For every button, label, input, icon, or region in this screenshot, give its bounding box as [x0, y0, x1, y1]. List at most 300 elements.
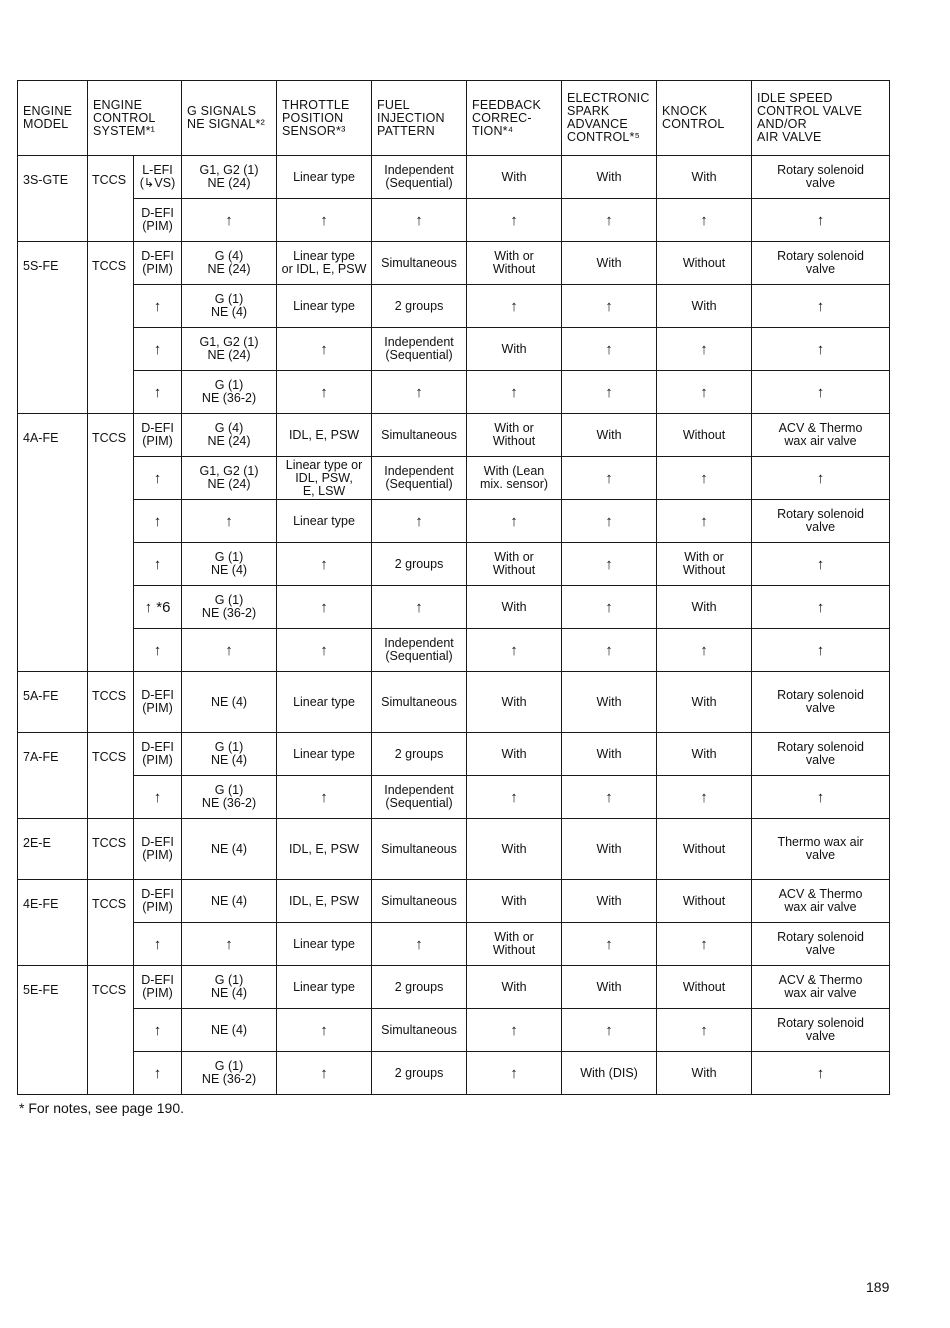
spark-advance-cell	[562, 733, 657, 776]
knock-control-cell	[657, 672, 752, 733]
feedback-correction-value: With or Without	[492, 249, 536, 276]
knock-control-cell	[657, 199, 752, 242]
g-ne-signal-value: G1, G2 (1) NE (24)	[199, 464, 259, 491]
idle-speed-valve-value: ↑	[816, 598, 825, 616]
feedback-correction-cell	[467, 543, 562, 586]
injection-pattern-cell	[372, 285, 467, 328]
g-ne-signal-cell	[182, 457, 277, 500]
injection-pattern-value: ↑	[415, 383, 423, 401]
feedback-correction-value: With or Without	[492, 550, 536, 577]
injection-pattern-value: 2 groups	[394, 979, 444, 994]
idle-speed-valve-value: ↑	[816, 211, 825, 229]
spark-advance-value: ↑	[605, 555, 613, 573]
knock-control-cell	[657, 733, 752, 776]
feedback-correction-cell	[467, 328, 562, 371]
throttle-sensor-cell	[277, 586, 372, 629]
injection-pattern-cell	[372, 923, 467, 966]
spark-advance-value: ↑	[605, 469, 613, 487]
efi-type-value: L-EFI (↳VS)	[139, 163, 176, 190]
feedback-correction-value: With (Lean mix. sensor)	[479, 464, 549, 491]
knock-control-cell	[657, 457, 752, 500]
spark-advance-value: With	[596, 746, 622, 761]
header-row	[18, 81, 890, 156]
idle-speed-valve-cell	[752, 966, 890, 1009]
idle-speed-valve-cell	[752, 672, 890, 733]
g-ne-signal-cell	[182, 414, 277, 457]
injection-pattern-value: Independent (Sequential)	[384, 783, 454, 810]
knock-control-value: ↑	[700, 641, 708, 659]
throttle-sensor-value: Linear type or IDL, E, PSW	[281, 249, 367, 276]
efi-type-value: ↑	[153, 555, 162, 573]
header-knock-control: KNOCK CONTROL	[657, 81, 752, 156]
injection-pattern-cell	[372, 156, 467, 199]
idle-speed-valve-value: ↑	[816, 383, 825, 401]
knock-control-value: ↑	[700, 935, 708, 953]
injection-pattern-cell	[372, 819, 467, 880]
g-ne-signal-value: G (1) NE (4)	[210, 292, 248, 319]
feedback-correction-value: ↑	[510, 1021, 518, 1039]
feedback-correction-cell	[467, 733, 562, 776]
feedback-correction-cell	[467, 285, 562, 328]
throttle-sensor-cell	[277, 500, 372, 543]
spark-advance-cell	[562, 242, 657, 285]
spark-advance-cell	[562, 966, 657, 1009]
table-row	[18, 371, 890, 414]
injection-pattern-value: Simultaneous	[381, 1022, 457, 1037]
feedback-correction-cell	[467, 156, 562, 199]
throttle-sensor-value: ↑	[320, 598, 328, 616]
g-ne-signal-value: G1, G2 (1) NE (24)	[199, 163, 259, 190]
efi-type-value: ↑	[153, 340, 162, 358]
feedback-correction-value: With	[501, 979, 527, 994]
spark-advance-value: ↑	[605, 383, 613, 401]
injection-pattern-value: Independent (Sequential)	[384, 636, 454, 663]
g-ne-signal-value: G (1) NE (36-2)	[201, 593, 257, 620]
efi-type-value: D-EFI (PIM)	[141, 249, 174, 276]
efi-type-cell	[134, 328, 182, 371]
injection-pattern-cell	[372, 414, 467, 457]
efi-type-cell	[134, 1052, 182, 1095]
knock-control-value: With or Without	[682, 550, 726, 577]
g-ne-signal-value: G (1) NE (36-2)	[201, 783, 257, 810]
control-system-cell: TCCS	[88, 672, 134, 733]
control-system-cell: TCCS	[88, 880, 134, 966]
g-ne-signal-value: NE (4)	[210, 694, 248, 709]
table-row	[18, 414, 890, 457]
feedback-correction-value: With	[501, 893, 527, 908]
page-number: 189	[866, 1279, 890, 1295]
table-body	[18, 156, 890, 1095]
table-row	[18, 966, 890, 1009]
g-ne-signal-value: G (4) NE (24)	[207, 421, 251, 448]
table-row	[18, 1052, 890, 1095]
g-ne-signal-cell	[182, 672, 277, 733]
control-system-cell: TCCS	[88, 733, 134, 819]
throttle-sensor-cell	[277, 923, 372, 966]
efi-type-value: ↑	[153, 383, 162, 401]
injection-pattern-cell	[372, 500, 467, 543]
idle-speed-valve-value: ACV & Thermo wax air valve	[778, 421, 863, 448]
knock-control-value: With	[691, 746, 717, 761]
knock-control-value: ↑	[700, 788, 708, 806]
knock-control-cell	[657, 242, 752, 285]
engine-model-cell: 7A-FE	[18, 733, 88, 819]
g-ne-signal-value: G1, G2 (1) NE (24)	[199, 335, 259, 362]
feedback-correction-cell	[467, 242, 562, 285]
g-ne-signal-value: G (1) NE (4)	[210, 740, 248, 767]
feedback-correction-cell	[467, 199, 562, 242]
throttle-sensor-cell	[277, 328, 372, 371]
feedback-correction-cell	[467, 819, 562, 880]
feedback-correction-cell	[467, 457, 562, 500]
throttle-sensor-value: ↑	[320, 211, 328, 229]
table-row	[18, 733, 890, 776]
injection-pattern-cell	[372, 328, 467, 371]
efi-type-cell	[134, 199, 182, 242]
efi-type-value: ↑	[153, 1021, 162, 1039]
feedback-correction-value: ↑	[510, 211, 518, 229]
injection-pattern-value: Independent (Sequential)	[384, 163, 454, 190]
spark-advance-cell	[562, 586, 657, 629]
idle-speed-valve-cell	[752, 776, 890, 819]
knock-control-cell	[657, 586, 752, 629]
g-ne-signal-cell	[182, 923, 277, 966]
idle-speed-valve-cell	[752, 371, 890, 414]
control-system-cell: TCCS	[88, 242, 134, 414]
knock-control-value: ↑	[700, 469, 708, 487]
knock-control-value: Without	[682, 427, 726, 442]
idle-speed-valve-value: Rotary solenoid valve	[777, 1016, 864, 1043]
spark-advance-cell	[562, 1052, 657, 1095]
table-row	[18, 880, 890, 923]
knock-control-value: With	[691, 694, 717, 709]
knock-control-value: Without	[682, 979, 726, 994]
idle-speed-valve-value: ↑	[816, 1064, 825, 1082]
efi-type-value: ↑	[153, 297, 162, 315]
throttle-sensor-cell	[277, 285, 372, 328]
feedback-correction-value: ↑	[510, 297, 518, 315]
knock-control-cell	[657, 414, 752, 457]
feedback-correction-value: With	[501, 841, 527, 856]
feedback-correction-value: With or Without	[492, 930, 536, 957]
g-ne-signal-cell	[182, 1052, 277, 1095]
engine-model-cell: 5A-FE	[18, 672, 88, 733]
spark-advance-value: ↑	[605, 211, 613, 229]
injection-pattern-value: ↑	[415, 512, 423, 530]
efi-type-cell	[134, 966, 182, 1009]
g-ne-signal-cell	[182, 819, 277, 880]
idle-speed-valve-cell	[752, 242, 890, 285]
spark-advance-value: With	[596, 255, 622, 270]
idle-speed-valve-value: Thermo wax air valve	[777, 835, 864, 862]
feedback-correction-cell	[467, 371, 562, 414]
knock-control-value: ↑	[700, 211, 708, 229]
spark-advance-value: With	[596, 979, 622, 994]
efi-type-value: D-EFI (PIM)	[141, 421, 174, 448]
g-ne-signal-cell	[182, 543, 277, 586]
table-row	[18, 776, 890, 819]
spark-advance-cell	[562, 776, 657, 819]
efi-type-cell	[134, 414, 182, 457]
idle-speed-valve-cell	[752, 1052, 890, 1095]
knock-control-cell	[657, 371, 752, 414]
throttle-sensor-cell	[277, 629, 372, 672]
knock-control-cell	[657, 285, 752, 328]
table-row	[18, 586, 890, 629]
engine-model-cell: 5E-FE	[18, 966, 88, 1095]
injection-pattern-value: Simultaneous	[381, 427, 457, 442]
feedback-correction-value: ↑	[510, 788, 518, 806]
idle-speed-valve-value: ↑	[816, 788, 825, 806]
feedback-correction-value: With	[501, 746, 527, 761]
spark-advance-value: ↑	[605, 340, 613, 358]
feedback-correction-value: ↑	[510, 641, 518, 659]
knock-control-cell	[657, 543, 752, 586]
knock-control-value: With	[691, 298, 717, 313]
efi-type-cell	[134, 776, 182, 819]
g-ne-signal-cell	[182, 199, 277, 242]
efi-type-value: D-EFI (PIM)	[141, 740, 174, 767]
idle-speed-valve-cell	[752, 629, 890, 672]
injection-pattern-cell	[372, 457, 467, 500]
knock-control-cell	[657, 819, 752, 880]
table-row	[18, 923, 890, 966]
spark-advance-cell	[562, 923, 657, 966]
efi-type-cell	[134, 371, 182, 414]
throttle-sensor-value: ↑	[320, 788, 328, 806]
injection-pattern-cell	[372, 242, 467, 285]
spark-advance-cell	[562, 285, 657, 328]
efi-type-value: ↑	[153, 1064, 162, 1082]
g-ne-signal-value: ↑	[225, 935, 233, 953]
header-throttle-position-sensor: THROTTLE POSITION SENSOR*³	[277, 81, 372, 156]
idle-speed-valve-value: Rotary solenoid valve	[777, 930, 864, 957]
spark-advance-cell	[562, 199, 657, 242]
control-system-cell: TCCS	[88, 414, 134, 672]
idle-speed-valve-cell	[752, 457, 890, 500]
idle-speed-valve-value: ACV & Thermo wax air valve	[778, 887, 863, 914]
feedback-correction-cell	[467, 966, 562, 1009]
table-row	[18, 1009, 890, 1052]
idle-speed-valve-value: ↑	[816, 340, 825, 358]
g-ne-signal-value: G (1) NE (4)	[210, 550, 248, 577]
injection-pattern-cell	[372, 1009, 467, 1052]
efi-type-value: ↑	[153, 788, 162, 806]
engine-model-cell: 5S-FE	[18, 242, 88, 414]
header-engine-model: ENGINE MODEL	[18, 81, 88, 156]
spark-advance-cell	[562, 414, 657, 457]
spark-advance-value: ↑	[605, 641, 613, 659]
efi-type-cell	[134, 586, 182, 629]
throttle-sensor-value: IDL, E, PSW	[288, 427, 360, 442]
idle-speed-valve-cell	[752, 500, 890, 543]
footnote: * For notes, see page 190.	[19, 1100, 184, 1116]
idle-speed-valve-cell	[752, 543, 890, 586]
feedback-correction-cell	[467, 414, 562, 457]
injection-pattern-value: 2 groups	[394, 746, 444, 761]
throttle-sensor-cell	[277, 733, 372, 776]
efi-type-value: ↑	[153, 935, 162, 953]
idle-speed-valve-cell	[752, 880, 890, 923]
knock-control-value: With	[691, 169, 717, 184]
efi-type-cell	[134, 543, 182, 586]
throttle-sensor-cell	[277, 880, 372, 923]
spark-advance-value: ↑	[605, 512, 613, 530]
idle-speed-valve-value: Rotary solenoid valve	[777, 740, 864, 767]
g-ne-signal-cell	[182, 242, 277, 285]
table-row	[18, 543, 890, 586]
knock-control-value: ↑	[700, 383, 708, 401]
idle-speed-valve-cell	[752, 923, 890, 966]
header-idle-speed-control-valve: IDLE SPEED CONTROL VALVE AND/OR AIR VALVE	[752, 81, 890, 156]
knock-control-cell	[657, 923, 752, 966]
g-ne-signal-cell	[182, 966, 277, 1009]
g-ne-signal-cell	[182, 629, 277, 672]
throttle-sensor-value: Linear type	[293, 936, 355, 951]
injection-pattern-cell	[372, 733, 467, 776]
injection-pattern-cell	[372, 1052, 467, 1095]
injection-pattern-cell	[372, 543, 467, 586]
efi-type-value: D-EFI (PIM)	[141, 206, 174, 233]
header-feedback-correction: FEEDBACK CORREC- TION*⁴	[467, 81, 562, 156]
g-ne-signal-value: G (1) NE (36-2)	[201, 378, 257, 405]
feedback-correction-value: With	[501, 169, 527, 184]
injection-pattern-value: Independent (Sequential)	[384, 335, 454, 362]
g-ne-signal-value: ↑	[225, 641, 233, 659]
idle-speed-valve-value: ACV & Thermo wax air valve	[778, 973, 863, 1000]
engine-model-cell: 2E-E	[18, 819, 88, 880]
injection-pattern-cell	[372, 199, 467, 242]
efi-type-cell	[134, 733, 182, 776]
feedback-correction-cell	[467, 500, 562, 543]
spark-advance-cell	[562, 543, 657, 586]
feedback-correction-cell	[467, 1052, 562, 1095]
injection-pattern-value: 2 groups	[394, 1065, 444, 1080]
idle-speed-valve-cell	[752, 733, 890, 776]
efi-type-cell	[134, 672, 182, 733]
g-ne-signal-value: NE (4)	[210, 841, 248, 856]
efi-type-value: D-EFI (PIM)	[141, 688, 174, 715]
spark-advance-cell	[562, 457, 657, 500]
knock-control-cell	[657, 328, 752, 371]
efi-type-value: D-EFI (PIM)	[141, 835, 174, 862]
g-ne-signal-cell	[182, 371, 277, 414]
feedback-correction-cell	[467, 672, 562, 733]
idle-speed-valve-value: Rotary solenoid valve	[777, 249, 864, 276]
feedback-correction-value: ↑	[510, 512, 518, 530]
efi-type-cell	[134, 285, 182, 328]
knock-control-value: Without	[682, 255, 726, 270]
knock-control-value: ↑	[700, 1021, 708, 1039]
spark-advance-cell	[562, 371, 657, 414]
throttle-sensor-cell	[277, 1009, 372, 1052]
throttle-sensor-cell	[277, 819, 372, 880]
efi-type-cell	[134, 500, 182, 543]
spark-advance-cell	[562, 880, 657, 923]
g-ne-signal-cell	[182, 776, 277, 819]
injection-pattern-cell	[372, 586, 467, 629]
throttle-sensor-value: ↑	[320, 383, 328, 401]
injection-pattern-value: Simultaneous	[381, 694, 457, 709]
throttle-sensor-cell	[277, 672, 372, 733]
g-ne-signal-cell	[182, 880, 277, 923]
engine-model-cell: 4A-FE	[18, 414, 88, 672]
knock-control-cell	[657, 500, 752, 543]
knock-control-value: ↑	[700, 512, 708, 530]
injection-pattern-value: ↑	[415, 211, 423, 229]
efi-type-value: D-EFI (PIM)	[141, 973, 174, 1000]
throttle-sensor-value: Linear type	[293, 169, 355, 184]
g-ne-signal-value: NE (4)	[210, 1022, 248, 1037]
feedback-correction-cell	[467, 776, 562, 819]
throttle-sensor-cell	[277, 543, 372, 586]
injection-pattern-value: Simultaneous	[381, 841, 457, 856]
knock-control-cell	[657, 880, 752, 923]
throttle-sensor-cell	[277, 156, 372, 199]
engine-model-cell: 4E-FE	[18, 880, 88, 966]
idle-speed-valve-cell	[752, 1009, 890, 1052]
efi-type-cell	[134, 819, 182, 880]
throttle-sensor-value: ↑	[320, 340, 328, 358]
knock-control-cell	[657, 1009, 752, 1052]
throttle-sensor-cell	[277, 414, 372, 457]
feedback-correction-value: ↑	[510, 1064, 518, 1082]
injection-pattern-cell	[372, 776, 467, 819]
table-row	[18, 242, 890, 285]
throttle-sensor-cell	[277, 1052, 372, 1095]
throttle-sensor-value: Linear type	[293, 298, 355, 313]
spark-advance-cell	[562, 629, 657, 672]
spark-advance-value: With	[596, 427, 622, 442]
feedback-correction-cell	[467, 1009, 562, 1052]
table-row	[18, 328, 890, 371]
spark-advance-value: With	[596, 169, 622, 184]
knock-control-cell	[657, 629, 752, 672]
throttle-sensor-value: ↑	[320, 1021, 328, 1039]
g-ne-signal-value: G (4) NE (24)	[207, 249, 251, 276]
table-row	[18, 457, 890, 500]
efi-type-value: D-EFI (PIM)	[141, 887, 174, 914]
idle-speed-valve-value: Rotary solenoid valve	[777, 507, 864, 534]
idle-speed-valve-cell	[752, 819, 890, 880]
g-ne-signal-cell	[182, 285, 277, 328]
injection-pattern-cell	[372, 880, 467, 923]
spark-advance-cell	[562, 500, 657, 543]
throttle-sensor-value: IDL, E, PSW	[288, 841, 360, 856]
efi-type-cell	[134, 629, 182, 672]
control-system-cell: TCCS	[88, 966, 134, 1095]
g-ne-signal-value: ↑	[225, 512, 233, 530]
g-ne-signal-value: G (1) NE (4)	[210, 973, 248, 1000]
feedback-correction-cell	[467, 923, 562, 966]
efi-type-value: ↑	[153, 512, 162, 530]
g-ne-signal-value: ↑	[225, 211, 233, 229]
g-ne-signal-cell	[182, 500, 277, 543]
idle-speed-valve-cell	[752, 328, 890, 371]
table-row	[18, 819, 890, 880]
efi-type-value: ↑	[153, 641, 162, 659]
feedback-correction-cell	[467, 629, 562, 672]
injection-pattern-value: Independent (Sequential)	[384, 464, 454, 491]
spark-advance-value: ↑	[605, 1021, 613, 1039]
knock-control-cell	[657, 966, 752, 1009]
knock-control-cell	[657, 156, 752, 199]
efi-type-value: ↑	[153, 469, 162, 487]
idle-speed-valve-cell	[752, 199, 890, 242]
g-ne-signal-cell	[182, 156, 277, 199]
control-system-cell: TCCS	[88, 156, 134, 242]
g-ne-signal-cell	[182, 328, 277, 371]
